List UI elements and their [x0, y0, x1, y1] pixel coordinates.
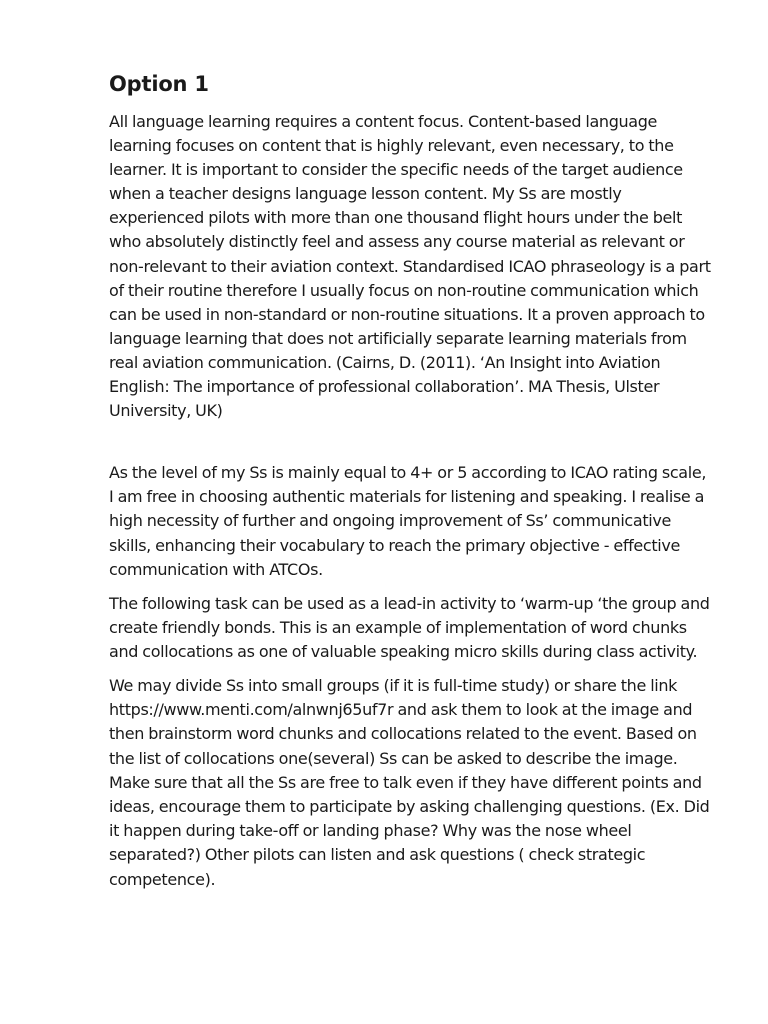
document-title: Option 1: [109, 72, 209, 96]
paragraph-content-focus: All language learning requires a content focus. Content-based language learning focuses on content that is highly relevant, even necessary, to the learner. It is important to consider the specific needs of the target audience when a teacher designs language lesson content. My Ss are mostly experienced pilots with more than one thousand flight hours under the belt who absolutely distinctly feel and assess any course material as relevant or non-relevant to their aviation context. Standardised ICAO phraseology is a part of their routine therefore I usually focus on non-routine communication which can be used in non-standard or non-routine situations. It a proven approach to language learning that does not artificially separate learning materials from real aviation communication. (Cairns, D. (2011). ‘An Insight into Aviation English: The importance of professional collaboration’. MA Thesis, Ulster University, UK): [109, 112, 711, 421]
paragraph-group-activity: We may divide Ss into small groups (if it is full-time study) or share the link https://www.menti.com/alnwnj65uf7r and ask them to look at the image and then brainstorm word chunks and collocations related to the event. Based on the list of collocations one(several) Ss can be asked to describe the image. Make sure that all the Ss are free to talk even if they have different points and ideas, encourage them to participate by asking challenging questions. (Ex. Did it happen during take-off or landing phase? Why was the nose wheel separated?) Other pilots can listen and ask questions ( check strategic competence).: [109, 675, 710, 889]
document-body: [109, 70, 711, 902]
paragraph-ss-level: As the level of my Ss is mainly equal to 4+ or 5 according to ICAO rating scale, I am free in choosing authentic materials for listening and speaking. I realise a high necessity of further and ongoing improvement of Ss’ communicative skills, enhancing their vocabulary to reach the primary objective - effective communication with ATCOs.: [109, 463, 707, 579]
paragraph-lead-in-task: The following task can be used as a lead-in activity to ‘warm-up ‘the group and create friendly bonds. This is an example of implementation of word chunks and collocations as one of valuable speaking micro skills during class activity.: [109, 593, 710, 661]
